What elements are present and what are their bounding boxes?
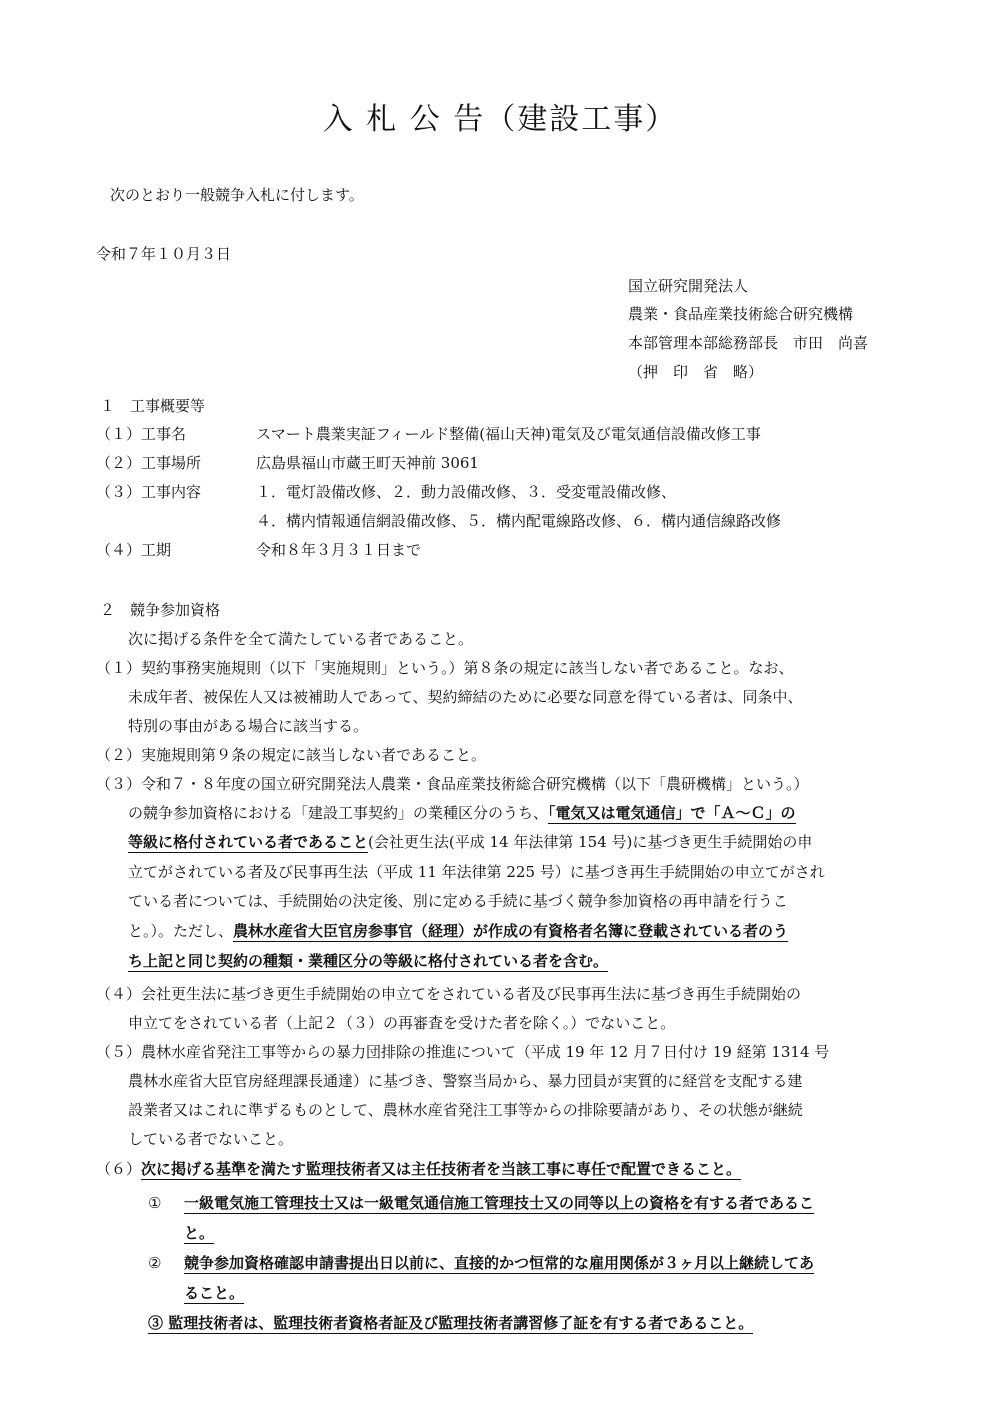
item-label-location: （２）工事場所: [96, 454, 202, 472]
item-value-period: 令和８年３月３１日まで: [256, 541, 422, 559]
clause-3-line7: [128, 951, 608, 971]
item-value-location: 広島県福山市蔵王町天神前 3061: [256, 454, 479, 472]
section2-lead: 次に掲げる条件を全て満たしている者であること。: [128, 630, 474, 648]
sub-item-1-line2: [184, 1223, 214, 1243]
clause-3-line6: [128, 921, 788, 941]
intro-text: 次のとおり一般競争入札に付します。: [110, 186, 364, 204]
section2-heading: ２ 競争参加資格: [100, 601, 221, 619]
clause-1-line1: （１）契約事務実施規則（以下「実施規則」という。）第８条の規定に該当しない者であること。なお、: [96, 659, 794, 677]
seal-omitted-note: （押 印 省 略）: [628, 363, 764, 381]
issuer-org: 国立研究開発法人: [628, 277, 749, 295]
page-title: 入 札 公 告（建設工事）: [322, 102, 678, 137]
employment-emphasis: 競争参加資格確認申請書提出日以前に、直接的かつ恒常的な雇用関係が３ヶ月以上継続してあ: [184, 1254, 815, 1272]
clause-5-line3: 設業者又はこれに準ずるものとして、農林水産省発注工事等からの排除要請があり、その状態が継続: [128, 1101, 803, 1119]
clause-3-line3: [128, 832, 812, 852]
notice-date: 令和７年１０月３日: [96, 245, 232, 263]
clause-3-line2: [128, 803, 796, 823]
clause-3-line1: （３）令和７・８年度の国立研究開発法人農業・食品産業技術総合研究機構（以下「農研機構」という。）: [96, 775, 809, 793]
clause-5-line2: 農林水産省大臣官房経理課長通達）に基づき、警察当局から、暴力団員が実質的に経営を支配する建: [128, 1072, 803, 1090]
sub-item-2-line1: [184, 1253, 814, 1273]
clause-3-text: と。）。ただし、: [128, 922, 234, 940]
clause-3-text: の競争参加資格における「建設工事契約」の業種区分のうち、: [128, 804, 549, 822]
sub-item-2-line2: [184, 1283, 244, 1303]
clause-5-line1: （５）農林水産省発注工事等からの暴力団排除の推進について（平成 19 年 12 月７日付け 19 経第 1314 号: [96, 1043, 830, 1061]
clause-1-line3: 特別の事由がある場合に該当する。: [128, 717, 369, 735]
clause-6: [96, 1159, 741, 1179]
clause-6-label: （６）: [96, 1160, 142, 1178]
item-value-name: スマート農業実証フィールド整備(福山天神)電気及び電気通信設備改修工事: [256, 425, 761, 443]
issuer-org-name: 農業・食品産業技術総合研究機構: [628, 305, 854, 323]
item-label-name: （１）工事名: [96, 425, 187, 443]
sub-item-1-line1: [184, 1193, 814, 1213]
item-label-content: （３）工事内容: [96, 483, 202, 501]
clause-3-text: (会社更生法(平成 14 年法律第 154 号)に基づき更生手続開始の申: [368, 833, 813, 851]
registry-emphasis: 農林水産省大臣官房参事官（経理）が作成の有資格者名簿に登載されている者のう: [233, 922, 789, 940]
clause-2: （２）実施規則第９条の規定に該当しない者であること。: [96, 746, 487, 764]
certificate-emphasis: ③ 監理技術者は、監理技術者資格者証及び監理技術者講習修了証を有する者であること。: [148, 1314, 754, 1332]
technician-requirement-emphasis: 次に掲げる基準を満たす監理技術者又は主任技術者を当該工事に専任で配置できること。: [141, 1160, 742, 1178]
qualification-grade-emphasis: 「電気又は電気通信」で「Ａ～Ｃ」の: [548, 804, 796, 822]
clause-4-line2: 申立てをされている者（上記２（３）の再審査を受けた者を除く。）でないこと。: [128, 1014, 676, 1032]
clause-3-line4: 立てがされている者及び民事再生法（平成 11 年法律第 225 号）に基づき再生手続開始の申立てがされ: [128, 863, 825, 881]
employment-emphasis-cont: ること。: [184, 1284, 245, 1302]
sub-item-3: [148, 1313, 753, 1333]
clause-3-line5: ている者については、手続開始の決定後、別に定める手続に基づく競争参加資格の再申請を行うこ: [128, 892, 788, 910]
qualification-emphasis: 一級電気施工管理技士又は一級電気通信施工管理技士又の同等以上の資格を有する者であるこ: [184, 1194, 815, 1212]
clause-5-line4: している者でないこと。: [128, 1130, 294, 1148]
item-value-content-line2: ４．構内情報通信網設備改修、５．構内配電線路改修、６．構内通信線路改修: [256, 512, 782, 530]
qualification-emphasis-cont: と。: [184, 1224, 215, 1242]
issuer-officer: 本部管理本部総務部長 市田 尚喜: [628, 334, 869, 352]
clause-4-line1: （４）会社更生法に基づき更生手続開始の申立てをされている者及び民事再生法に基づき再生手続開始の: [96, 985, 802, 1003]
item-label-period: （４）工期: [96, 541, 172, 559]
registry-emphasis-cont: ち上記と同じ契約の種類・業種区分の等級に格付されている者を含む。: [128, 952, 609, 970]
sub-item-1-number: ①: [148, 1194, 162, 1212]
section1-heading: １ 工事概要等: [100, 397, 206, 415]
item-value-content: １．電灯設備改修、２．動力設備改修、３．受変電設備改修、: [256, 483, 677, 501]
grade-requirement-emphasis: 等級に格付されている者であること: [128, 833, 369, 851]
sub-item-2-number: ②: [148, 1254, 162, 1272]
clause-1-line2: 未成年者、被保佐人又は被補助人であって、契約締結のために必要な同意を得ている者は、同条中、: [128, 688, 803, 706]
